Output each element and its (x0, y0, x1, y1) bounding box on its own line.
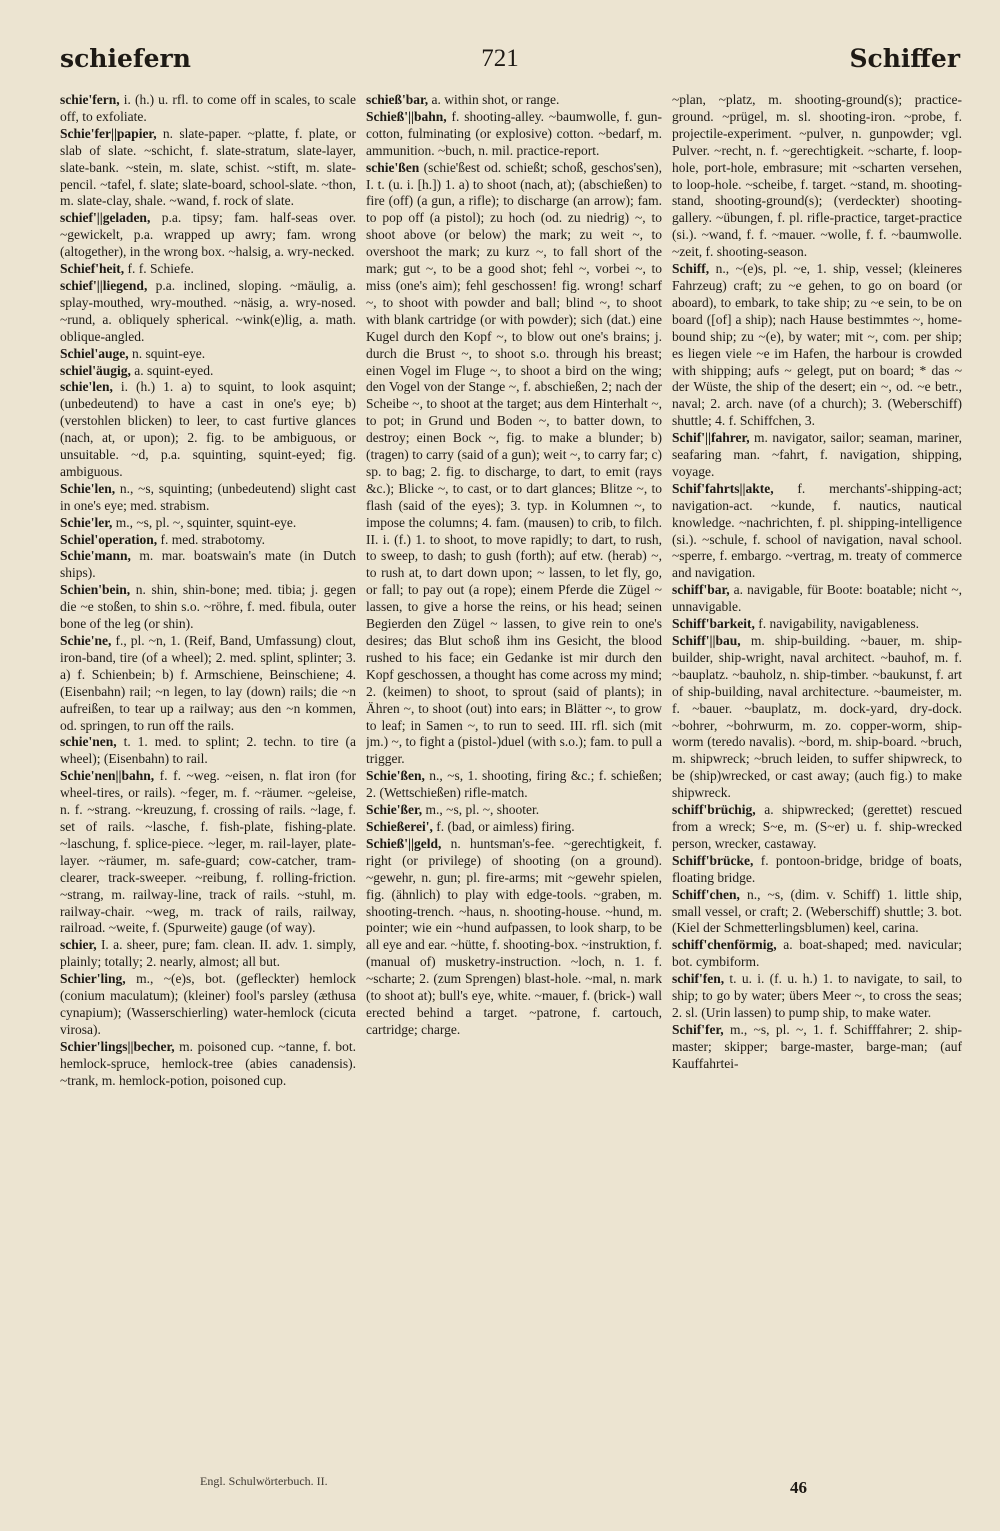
signature-line: Engl. Schulwörterbuch. II. (200, 1474, 328, 1488)
entry-text: f. f. ~weg. ~eisen, n. flat iron (for wheel-tires, or rails). ~feger, m. f. ~räumer. ~geleise, n. f. ~strang. ~kreuzung, f. crossing of rails. ~lage, f. set of rails. ~lasche, f. fish-plate, fishing-plate. ~laschung, f. splice-piece. ~leger, m. rail-layer, plate-layer. ~räumer, m. safe-guard; cow-catcher, tram-clearer, track-sweeper. ~reibung, f. rolling-friction. ~strang, m. railway-line, track of rails. ~stuhl, m. railway-chair. ~weg, m. track of rails, railway, railroad. ~weite, f. (Spurweite) gauge (of way). (60, 768, 356, 936)
dictionary-entry (366, 92, 662, 109)
dictionary-entry (60, 548, 356, 582)
entry-text: n., ~s, 1. shooting, firing &c.; f. schießen; 2. (Wettschießen) rifle-match. (366, 768, 662, 801)
dictionary-entry (672, 430, 962, 481)
entry-headword: Schießerei', (366, 818, 433, 834)
entry-text: m. mar. boatswain's mate (in Dutch ships). (60, 548, 356, 581)
dictionary-entry (366, 109, 662, 160)
dictionary-entry (672, 481, 962, 582)
entry-headword: Schiel'auge, (60, 345, 129, 361)
entry-text: a. within shot, or range. (428, 92, 560, 107)
entry-headword: Schier'ling, (60, 971, 126, 987)
entry-headword: Schieß'||geld, (366, 835, 442, 851)
entry-text: m., ~s, pl. ~, shooter. (422, 802, 540, 818)
entry-headword: Schier'lings||becher, (60, 1038, 175, 1054)
dictionary-entry (672, 971, 962, 1022)
dictionary-entry (60, 126, 356, 211)
entry-text: n., ~s, (dim. v. Schiff) 1. little ship, small vessel, or craft; 2. (Weberschiff) shuttle; 3. bot. (Kiel der Schmetterlingsblumen) keel, carina. (672, 886, 962, 936)
dictionary-entry (60, 734, 356, 768)
dictionary-entry (672, 1022, 962, 1073)
entry-text: n., ~(e)s, pl. ~e, 1. ship, vessel; (kleineres Fahrzeug) craft; zu ~e gehen, to go on board (or aboard), to embark, to take ship; zu ~e sein, to be on board ([of] a ship); nach Hause bestimmtes ~, home-bound ship; zu ~(e), by water; mit ~, com. per ship; es liegen viele ~e im Hafen, the harbour is crowded with shipping; aufs ~ gelegt, put on board; * das ~ der Wüste, the ship of the desert; ein ~, od. ~e betr., naval; 2. arch. nave (of a church); 3. (Weberschiff) shuttle; 4. f. Schiffchen, 3. (672, 261, 962, 429)
dictionary-entry (60, 768, 356, 937)
entry-text: t. 1. med. to splint; 2. techn. to tire (a wheel); (Eisenbahn) to rail. (60, 734, 356, 767)
dictionary-entry (366, 160, 662, 769)
entry-headword: schiff'bar, (672, 582, 730, 598)
entry-headword: schiff'brüchig, (672, 802, 756, 818)
entry-text: f. f. Schiefe. (124, 261, 194, 277)
entry-text: n. slate-paper. ~platte, f. plate, or slab of slate. ~schicht, f. slate-stratum, slate-layer, slate-bank. ~stein, m. slate, schist. ~stift, m. slate-pencil. ~tafel, f. slate; slate-board, school-slate. ~thon, m. slate-clay, shale. ~wand, f. rock of slate. (60, 125, 356, 209)
dictionary-entry (60, 481, 356, 515)
entry-headword: Schie'mann, (60, 548, 131, 564)
entry-headword: schief'||geladen, (60, 210, 151, 226)
entry-headword: Schief'heit, (60, 261, 125, 277)
entry-text: I. a. sheer, pure; fam. clean. II. adv. 1. simply, plainly; totally; 2. nearly, almost; all but. (60, 937, 356, 970)
dictionary-entry (60, 515, 356, 532)
dictionary-entry (60, 937, 356, 971)
running-head-right: Schiffer (849, 44, 960, 73)
entry-text: m., ~(e)s, bot. (gefleckter) hemlock (conium maculatum); (kleiner) fool's parsley (æthusa cynapium); (Wasserschierling) water-hemlock (cicuta virosa). (60, 971, 356, 1037)
entry-text: m. navigator, sailor; seaman, mariner, seafaring man. ~fahrt, f. navigation, shipping, voyage. (672, 430, 962, 479)
entry-headword: Schie'ßen, (366, 768, 425, 784)
dictionary-entry (672, 582, 962, 616)
dictionary-entry (60, 210, 356, 261)
entry-headword: Schien'bein, (60, 582, 131, 598)
entry-text: i. (h.) u. rfl. to come off in scales, to scale off, to exfoliate. (60, 92, 356, 124)
dictionary-entry (672, 633, 962, 802)
entry-headword: schie'nen, (60, 734, 117, 750)
entry-text: n. squint-eye. (128, 345, 206, 361)
entry-headword: schier, (60, 937, 97, 953)
dictionary-entry (672, 887, 962, 938)
entry-text: m., ~s, pl. ~, squinter, squint-eye. (112, 514, 297, 530)
entry-headword: schif'fen, (672, 971, 725, 987)
dictionary-entry (366, 802, 662, 819)
entry-text: p.a. tipsy; fam. half-seas over. ~gewickelt, p.a. wrapped up awry; fam. wrong (altogether), in the wrong box. ~halsig, a. wry-necked. (60, 210, 356, 260)
dictionary-entry (366, 836, 662, 1039)
column-3 (672, 92, 962, 1472)
dictionary-entry (60, 92, 356, 126)
dictionary-entry (60, 346, 356, 363)
entry-headword: schiel'äugig, (60, 362, 131, 378)
entry-text: (schie'ßest od. schießt; schoß, geschos'sen), I. t. (u. i. [h.]) 1. a) to shoot (nach, at); (abschießen) to fire (off) (a gun, a rifle); to discharge (an arrow); fam. to pop off (a pistol); zu hoch (od. zu niedrig) ~, to shoot above (or below) the mark; zu weit ~, to overshoot the mark; zu kurz ~, to fall short of the mark; gut ~, to be a good shot; fehl ~, vorbei ~, to miss (one's aim); fehl geschossen! fig. wrong! scharf ~, to shoot with powder and ball; blind ~, to shoot with blank cartridge (or with powder); sich (dat.) eine Kugel durch den Kopf ~, to blow out one's brains; j. durch die Brust ~, to shoot s.o. through his breast; einen Vogel im Fluge ~, to shoot a bird on the wing; den Vogel von der Stange ~, f. abschießen, 2; nach der Scheibe ~, to shoot at the target; aus dem Hinterhalt ~, to pot; in Grund und Boden ~, to batter down, to destroy; einen Bock ~, fig. to make a blunder; b) (tragen) to carry (said of a gun); weit ~, to carry far; c) sp. to bag; 2. fig. to discharge, to dart, to emit (rays &c.); Blicke ~, to cast, or to dart glances; Blitze ~, to flash (said of the eyes); 3. typ. in Kolumnen ~, to impose the columns; 4. fam. (mausen) to crib, to filch. II. i. (f.) 1. to shoot, to move rapidly; to dart, to rush, to sweep, to dash; to gush (forth); auf etw. (herab) ~, to rush at, to dart down upon; ~ lassen, to let fly, go, or fall; to pay out (a rope); einem Pferde die Zügel ~ lassen, to give a horse the reins, or his head; seinen Begierden den Zügel ~ lassen, to give rein to one's desires; das Blut schoß ihm ins Gesicht, the blood rushed to his face; ein Gedanke ist mir durch den Kopf geschossen, a thought has come across my mind; 2. (keimen) to shoot, to sprout (said of plants); in Ähren ~, to shoot (out) into ears; in Blätter ~, to grow to leaf; in Samen ~, to run to seed. III. rfl. sich (mit jm.) ~, to fight a (pistol-)duel (with s.o.); fam. to pull a trigger. (366, 159, 662, 767)
dictionary-entry (672, 261, 962, 430)
entry-text: m. poisoned cup. ~tanne, f. bot. hemlock-spruce, hemlock-tree (abies canadensis). ~trank, m. hemlock-potion, poisoned cup. (60, 1038, 356, 1088)
entry-headword: Schie'fer||papier, (60, 125, 157, 141)
entry-headword: Schiff'barkeit, (672, 616, 755, 632)
entry-text: p.a. inclined, sloping. ~mäulig, a. splay-mouthed, wry-mouthed. ~näsig, a. wry-nosed. ~rund, a. obliquely spherical. ~wink(e)lig, a. math. oblique-angled. (60, 277, 356, 344)
entry-text: a. boat-shaped; med. navicular; bot. cymbiform. (672, 937, 962, 970)
page-number: 721 (481, 45, 519, 72)
dictionary-entry (60, 532, 356, 549)
entry-text: f. merchants'-shipping-act; navigation-act. ~kunde, f. nautics, nautical knowledge. ~nachrichten, f. pl. shipping-intelligence (si.). ~schule, f. school of navigation, naval school. ~sperre, f. embargo. ~vertrag, m. treaty of commerce and navigation. (672, 480, 962, 581)
dictionary-entry (672, 802, 962, 853)
entry-headword: schieß'bar, (366, 92, 429, 107)
entry-headword: schie'fern, (60, 92, 120, 107)
entry-headword: Schif'fer, (672, 1021, 724, 1037)
entry-text: a. navigable, für Boote: boatable; nicht ~, unnavigable. (672, 582, 962, 615)
entry-text: m., ~s, pl. ~, 1. f. Schifffahrer; 2. ship-master; skipper; barge-master, barge-man; (auf Kauffahrtei- (672, 1021, 962, 1071)
entry-headword: schie'ßen (366, 159, 420, 175)
column-1 (60, 92, 356, 1472)
sheet-number: 46 (790, 1478, 807, 1497)
dictionary-entry (366, 819, 662, 836)
dictionary-entry (672, 853, 962, 887)
entry-text: f. med. strabotomy. (157, 531, 265, 547)
entry-text: f. navigability, navigableness. (754, 616, 919, 632)
dictionary-entry (672, 937, 962, 971)
entry-headword: Schie'nen||bahn, (60, 768, 155, 784)
entry-headword: Schiff'brücke, (672, 852, 754, 868)
dictionary-entry (60, 278, 356, 346)
entry-text: a. squint-eyed. (130, 362, 214, 378)
entry-headword: Schie'ßer, (366, 802, 423, 818)
entry-headword: Schieß'||bahn, (366, 108, 447, 124)
dictionary-entry (60, 582, 356, 633)
entry-text: n., ~s, squinting; (unbedeutend) slight cast in one's eye; med. strabism. (60, 480, 356, 513)
entry-text: i. (h.) 1. a) to squint, to look asquint; (unbedeutend) to have a cast in one's eye; b) (verstohlen blicken) to leer, to cast furtive glances (nach, at, or upon); 2. fig. to be ambiguous, or unsuitable. ~d, p.a. squinting, squint-eyed; fig. ambiguous. (60, 379, 356, 479)
entry-text: t. u. i. (f. u. h.) 1. to navigate, to sail, to ship; to go by water; übers Meer ~, to cross the seas; 2. sl. (Urin lassen) to pump ship, to make water. (672, 971, 962, 1020)
entry-headword: Schie'len, (60, 480, 116, 496)
entry-text: n. shin, shin-bone; med. tibia; j. gegen die ~e stoßen, to shin s.o. ~röhre, f. med. fibula, outer bone of the leg (or shin). (60, 582, 356, 632)
dictionary-entry (672, 616, 962, 633)
dictionary-entry (60, 363, 356, 380)
entry-headword: Schie'ler, (60, 514, 113, 530)
entry-headword: Schif'||fahrer, (672, 430, 750, 446)
entry-text: a. shipwrecked; (gerettet) rescued from a wreck; S~e, m. (S~er) u. f. ship-wrecked person, wrecker, castaway. (672, 802, 962, 851)
entry-headword: Schiff'chen, (672, 886, 740, 902)
dictionary-entry (672, 92, 962, 261)
entry-text: n. huntsman's-fee. ~gerechtigkeit, f. right (or privilege) of shooting (on a ground). ~gewehr, n. gun; pl. fire-arms; mit ~gewehr spielen, fig. (ähnlich) to play with edge-tools. ~graben, m. shooting-trench. ~haus, n. shooting-house. ~hund, m. pointer; wie ein ~hund aufpassen, to look sharp, to be all eye and ear. ~hütte, f. shooting-box. ~instruktion, f. (manual of) musketry-instruction. ~loch, n. 1. f. ~scharte; 2. (zum Sprengen) blast-hole. ~mal, n. mark (to shoot at); bull's eye, white. ~mauer, f. (brick-) wall erected behind a target. ~patrone, f. cartouch, cartridge; charge. (366, 835, 662, 1037)
entry-headword: schiff'chenförmig, (672, 937, 777, 953)
entry-text: f. pontoon-bridge, bridge of boats, floating bridge. (672, 852, 962, 885)
dictionary-entry (60, 379, 356, 480)
entry-text: f. (bad, or aimless) firing. (432, 818, 575, 834)
entry-headword: Schif'fahrts||akte, (672, 480, 774, 496)
running-head-left: schiefern (60, 44, 191, 73)
entry-headword: Schiff'||bau, (672, 633, 741, 648)
entry-headword: schief'||liegend, (60, 277, 148, 293)
dictionary-entry (60, 633, 356, 734)
dictionary-entry (366, 768, 662, 802)
entry-headword: schie'len, (60, 379, 113, 395)
entry-text: ~plan, ~platz, m. shooting-ground(s); practice-ground. ~prügel, m. sl. shooting-iron. ~probe, f. projectile-experiment. ~pulver, n. gunpowder; vgl. Pulver. ~recht, n. f. ~gerechtigkeit. ~scharte, f. loop-hole, port-hole, embrasure; mit ~scharten versehen, to loop-hole. ~scheibe, f. target. ~stand, m. shooting-stand, shooting-ground(s); (verdeckter) shooting-gallery. ~übungen, f. pl. rifle-practice, target-practice (si.). ~wand, f. f. ~mauer. ~wolle, f. f. ~baumwolle. ~zeit, f. shooting-season. (672, 92, 962, 260)
entry-text: m. ship-building. ~bauer, m. ship-builder, ship-wright, naval architect. ~bauhof, m. f. ~bauplatz. ~bauholz, n. ship-timber. ~baukunst, f. art of ship-building, naval architecture. ~baumeister, m. f. ~bauer. ~bauplatz, m. dock-yard, dry-dock. ~bohrer, ~bohrwurm, m. zo. copper-worm, ship-worm (teredo navalis). ~bord, m. ship-board. ~bruch, m. shipwreck; ~bruch leiden, to suffer shipwreck, to be (ship)wrecked, or cast away; (auch fig.) to make shipwreck. (672, 633, 962, 801)
entry-headword: Schie'ne, (60, 633, 112, 648)
entry-text: f., pl. ~n, 1. (Reif, Band, Umfassung) clout, iron-band, tire (of a wheel); 2. med. splint, splinter; 3. a) f. Schienbein; b) f. Armschiene, Beinschiene; 4. (Eisenbahn) rail; ~n legen, to lay (down) rails; die ~n aufreißen, to tear up a railway; aus den ~n kommen, od. springen, to run off the rails. (60, 633, 356, 733)
entry-headword: Schiel'operation, (60, 531, 158, 547)
dictionary-entry (60, 261, 356, 278)
dictionary-entry (60, 1039, 356, 1090)
dictionary-entry (60, 971, 356, 1039)
column-2 (366, 92, 662, 1472)
entry-headword: Schiff, (672, 261, 710, 277)
entry-text: f. shooting-alley. ~baumwolle, f. gun-cotton, fulminating (or explosive) cotton. ~bedarf, m. ammunition. ~buch, n. mil. practice-report. (366, 108, 662, 158)
